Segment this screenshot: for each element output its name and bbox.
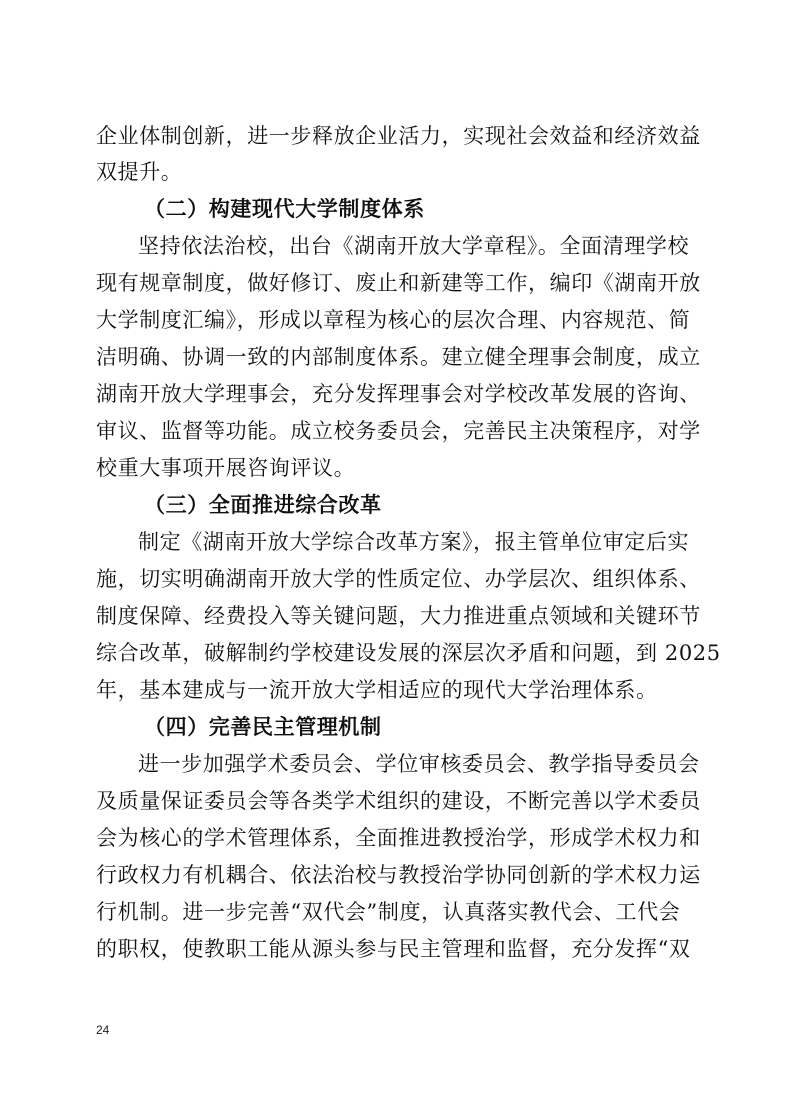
body-text-line: 行政权力有机耦合、依法治校与教授治学协同创新的学术权力运 xyxy=(96,863,701,887)
body-text-line: 坚持依法治校，出台《湖南开放大学章程》。全面清理学校 xyxy=(138,234,690,258)
body-text-line: 行机制。进一步完善“双代会”制度，认真落实教代会、工代会 xyxy=(96,900,681,924)
body-text-line: 现有规章制度，做好修订、废止和新建等工作，编印《湖南开放 xyxy=(96,271,701,295)
body-text-line: 综合改革，破解制约学校建设发展的深层次矛盾和问题，到 2025 xyxy=(96,641,721,665)
body-text-line: 企业体制创新，进一步释放企业活力，实现社会效益和经济效益 xyxy=(96,124,701,148)
body-text-line: 进一步加强学术委员会、学位审核委员会、教学指导委员会 xyxy=(138,752,700,776)
body-text-line: 湖南开放大学理事会，充分发挥理事会对学校改革发展的咨询、 xyxy=(96,382,701,406)
body-text-line: 双提升。 xyxy=(96,160,183,184)
page-number: 24 xyxy=(96,1023,110,1037)
section-heading-four: （四）完善民主管理机制 xyxy=(144,714,382,739)
body-text-line: 施，切实明确湖南开放大学的性质定位、办学层次、组织体系、 xyxy=(96,567,701,591)
body-text-line: 年，基本建成与一流开放大学相适应的现代大学治理体系。 xyxy=(96,678,658,702)
body-text-line: 会为核心的学术管理体系，全面推进教授治学，形成学术权力和 xyxy=(96,826,701,850)
body-text-line: 及质量保证委员会等各类学术组织的建设，不断完善以学术委员 xyxy=(96,789,701,813)
body-text-line: 校重大事项开展咨询评议。 xyxy=(96,456,356,480)
body-text-line: 制度保障、经费投入等关键问题，大力推进重点领域和关键环节 xyxy=(96,604,701,628)
body-text-line: 洁明确、协调一致的内部制度体系。建立健全理事会制度，成立 xyxy=(96,345,701,369)
body-text-line: 大学制度汇编》，形成以章程为核心的层次合理、内容规范、简 xyxy=(96,308,691,332)
body-text-line: 制定《湖南开放大学综合改革方案》，报主管单位审定后实 xyxy=(138,530,690,554)
section-heading-three: （三）全面推进综合改革 xyxy=(144,492,382,517)
section-heading-two: （二）构建现代大学制度体系 xyxy=(144,196,425,221)
body-text-line: 审议、监督等功能。成立校务委员会，完善民主决策程序，对学 xyxy=(96,419,701,443)
body-text-line: 的职权，使教职工能从源头参与民主管理和监督，充分发挥“双 xyxy=(96,937,691,961)
